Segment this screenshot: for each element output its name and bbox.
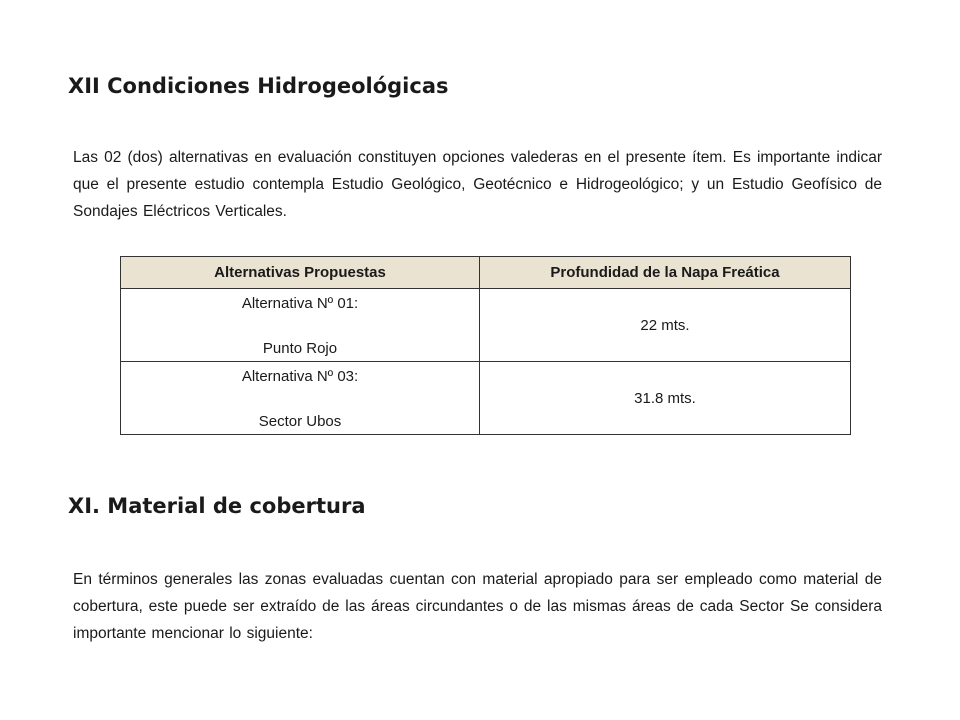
column-header-alternativas: Alternativas Propuestas <box>121 257 480 289</box>
section-title-hidrogeologicas: XII Condiciones Hidrogeológicas <box>68 74 449 98</box>
depth-cell: 22 mts. <box>480 289 851 362</box>
alternative-name: Sector Ubos <box>258 413 342 430</box>
alternative-label: Alternativa Nº 03: <box>241 368 359 385</box>
napa-freatica-table <box>120 256 851 435</box>
alternative-cell <box>121 289 480 362</box>
depth-cell: 31.8 mts. <box>480 362 851 435</box>
section-title-material-cobertura: XI. Material de cobertura <box>68 494 366 518</box>
alternative-label: Alternativa Nº 01: <box>241 295 359 312</box>
table-row <box>121 289 851 362</box>
table-header-row <box>121 257 851 289</box>
column-header-profundidad: Profundidad de la Napa Freática <box>480 257 851 289</box>
section-paragraph-hidrogeologicas: Las 02 (dos) alternativas en evaluación constituyen opciones valederas en el presente ítem. Es importante indicar que el presente estudio contempla Estudio Geológico, Geotécnico e Hidrogeológico; y un Estudio Geofísico de Sondajes Eléctricos Verticales. <box>73 149 882 220</box>
alternative-cell <box>121 362 480 435</box>
section-paragraph-material-cobertura: En términos generales las zonas evaluadas cuentan con material apropiado para ser empleado como material de cobertura, este puede ser extraído de las áreas circundantes o de las mismas áreas de cada Sector Se considera importante mencionar lo siguiente: <box>73 571 882 642</box>
table-row <box>121 362 851 435</box>
alternative-name: Punto Rojo <box>262 340 338 357</box>
